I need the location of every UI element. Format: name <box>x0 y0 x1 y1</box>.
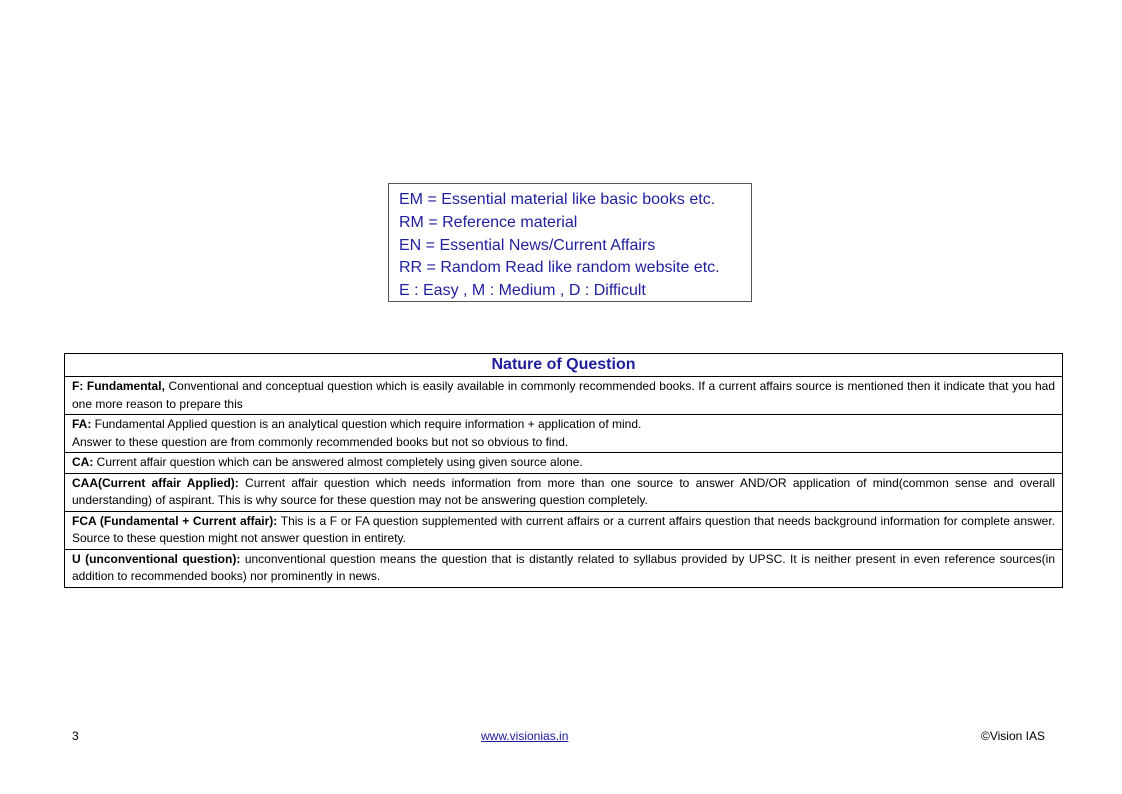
term-description: Current affair question which can be answered almost completely using given source alone. <box>93 455 583 469</box>
legend-box <box>388 183 752 302</box>
legend-line-en: EN = Essential News/Current Affairs <box>399 236 656 254</box>
term-label: FCA (Fundamental + Current affair): <box>72 513 278 528</box>
table-row <box>65 473 1063 511</box>
nature-of-question-table <box>64 353 1063 588</box>
definition-fa <box>65 415 1063 453</box>
website-link[interactable]: www.visionias.in <box>481 729 569 743</box>
term-label: F: Fundamental, <box>72 379 165 393</box>
term-description: Fundamental Applied question is an analytical question which require information + application of mind. <box>91 417 642 431</box>
term-description-extra: Answer to these question are from commonly recommended books but not so obvious to find. <box>72 434 569 449</box>
term-description: unconventional question means the question that is distantly related to syllabus provided by UPSC. It is neither present in even reference sources(in addition to recommended books) nor prominently in news. <box>72 551 1055 583</box>
definition-fca <box>65 511 1063 549</box>
term-description: Current affair question which needs information from more than one source to answer AND/OR application of mind(common sense and overall understanding) of aspirant. This is why source for these question may not be answering question completely. <box>72 475 1055 507</box>
definition-f <box>65 377 1063 415</box>
term-description: This is a F or FA question supplemented with current affairs or a current affairs question that needs background information for complete answer. Source to these question might not answer question in entirety. <box>72 513 1056 545</box>
definition-ca <box>65 453 1063 474</box>
page-number: 3 <box>72 729 79 743</box>
term-label: FA: <box>72 417 92 431</box>
definition-caa <box>65 473 1063 511</box>
table-header-row <box>65 354 1063 377</box>
definition-u <box>65 549 1063 587</box>
legend-line-rr: RR = Random Read like random website etc. <box>399 259 720 277</box>
table-row <box>65 549 1063 587</box>
term-label: U (unconventional question): <box>72 551 241 566</box>
table-row <box>65 511 1063 549</box>
legend-line-difficulty: E : Easy , M : Medium , D : Difficult <box>399 282 646 300</box>
legend-line-em: EM = Essential material like basic books etc. <box>399 191 716 208</box>
term-label: CAA(Current affair Applied): <box>72 475 239 490</box>
table-row <box>65 453 1063 474</box>
table-row <box>65 415 1063 453</box>
legend-line-rm: RM = Reference material <box>399 213 578 231</box>
table-title: Nature of Question <box>65 354 1063 377</box>
table-row <box>65 377 1063 415</box>
term-description: Conventional and conceptual question which is easily available in commonly recommended books. If a current affairs source is mentioned then it indicate that you had one more reason to prepare this <box>72 379 1055 411</box>
copyright: ©Vision IAS <box>981 729 1045 743</box>
term-label: CA: <box>72 455 94 469</box>
